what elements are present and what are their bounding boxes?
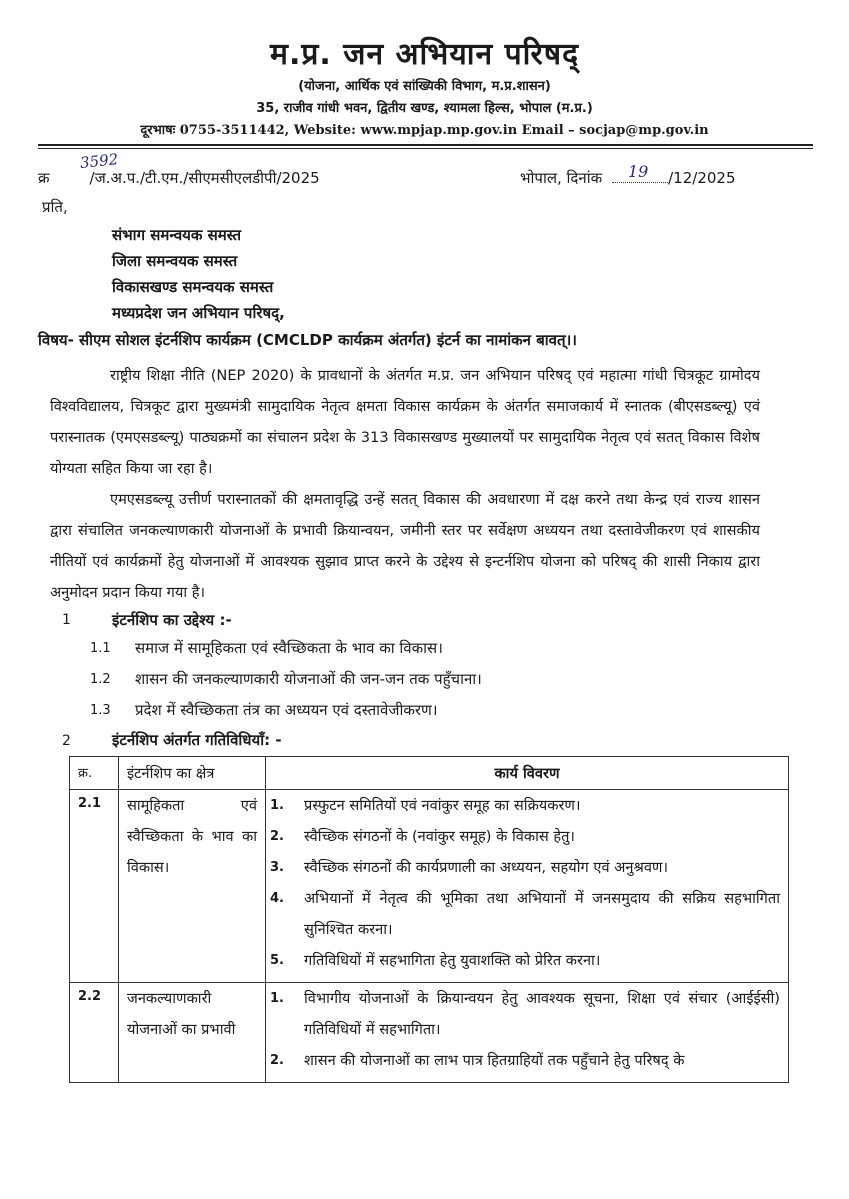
objective-number: 1.2: [90, 672, 111, 687]
section-1-heading: इंटर्नशिप का उद्देश्य :-: [112, 611, 232, 629]
row-items: [266, 983, 789, 1083]
row-area: जनकल्याणकारी योजनाओं का प्रभावी: [119, 983, 266, 1083]
recipients-label: प्रति,: [42, 198, 68, 216]
recipient-district: जिला समन्वयक समस्त: [112, 252, 238, 270]
row-number: 2.2: [70, 983, 119, 1083]
section-2-heading: इंटर्नशिप अंतर्गत गतिविधियाँ: -: [112, 731, 282, 749]
reference-prefix: क्र: [38, 169, 50, 187]
recipient-organization: मध्यप्रदेश जन अभियान परिषद्,: [112, 304, 285, 322]
list-item: 5. गतिविधियों में सहभागिता हेतु युवाशक्ति को प्रेरित करना।: [270, 952, 601, 969]
header-divider: [38, 144, 813, 146]
section-2-number: 2: [62, 733, 71, 749]
header-work-details: कार्य विवरण: [266, 757, 789, 790]
list-item: 3. स्वैच्छिक संगठनों की कार्यप्रणाली का अध्ययन, सहयोग एवं अनुश्रवण।: [270, 859, 669, 876]
body-paragraph-1: राष्ट्रीय शिक्षा नीति (NEP 2020) के प्रावधानों के अंतर्गत म.प्र. जन अभियान परिषद् एवं महात्मा गांधी चित्रकूट ग्रामोदय विश्वविद्यालय, चित्रकूट द्वारा मुख्यमंत्री सामुदायिक नेतृत्व क्षमता विकास कार्यक्रम के अंतर्गत समाजकार्य में स्नातक (बीएसडब्ल्यू) एवं परास्नातक (एमएसडब्ल्यू) पाठ्यक्रमों का संचालन प्रदेश के 313 विकासखण्ड मुख्यालयों पर सामुदायिक नेतृत्व एवं सतत् विकास विशेष योग्यता सहित किया जा रहा है।: [50, 367, 760, 477]
handwritten-reference-number: 3592: [79, 150, 120, 172]
date-suffix: /12/2025: [668, 169, 736, 187]
body-paragraph-2: एमएसडब्ल्यू उत्तीर्ण परास्नातकों की क्षमतावृद्धि उन्हें सतत् विकास की अवधारणा में दक्ष करने तथा केन्द्र एवं राज्य शासन द्वारा संचालित जनकल्याणकारी योजनाओं के प्रभावी क्रियान्वयन, जमीनी स्तर पर सर्वेक्षण अध्ययन तथा दस्तावेजीकरण एवं शासकीय नीतियों एवं कार्यक्रमों हेतु योजनाओं में आवश्यक सुझाव प्राप्त करने के उद्देश्य से इन्टर्नशिप योजना को परिषद् की शासी निकाय द्वारा अनुमोदन प्रदान किया गया है।: [50, 491, 760, 601]
objective-text: समाज में सामूहिकता एवं स्वैच्छिकता के भाव का विकास।: [135, 639, 443, 657]
subject-line: विषय- सीएम सोशल इंटर्नशिप कार्यक्रम (CMCLDP कार्यक्रम अंतर्गत) इंटर्न का नामांकन बावत्।।: [38, 331, 577, 349]
contact-line: दूरभाषः 0755-3511442, Website: www.mpjap.mp.gov.in Email – socjap@mp.gov.in: [140, 123, 709, 138]
objective-text: प्रदेश में स्वैच्छिकता तंत्र का अध्ययन एवं दस्तावेजीकरण।: [135, 701, 438, 719]
recipient-block: विकासखण्ड समन्वयक समस्त: [112, 278, 274, 296]
row-number: 2.1: [70, 790, 119, 983]
department-line: (योजना, आर्थिक एवं सांख्यिकी विभाग, म.प्र.शासन): [298, 79, 551, 94]
list-item: 4. अभियानों में नेतृत्व की भूमिका तथा अभियानों में जनसमुदाय की सक्रिय सहभागिता सुनिश्चित करना।: [270, 890, 780, 938]
organization-title: म.प्र. जन अभियान परिषद्: [270, 37, 579, 72]
header-serial: क्र.: [70, 757, 119, 790]
list-item: 1. प्रस्फुटन समितियों एवं नवांकुर समूह का सक्रियकरण।: [270, 797, 581, 814]
objective-number: 1.1: [90, 641, 111, 656]
address-line: 35, राजीव गांधी भवन, द्वितीय खण्ड, श्यामला हिल्स, भोपाल (म.प्र.): [256, 101, 593, 116]
place-date-label: भोपाल, दिनांक: [520, 169, 603, 187]
table-row: [70, 983, 789, 1083]
recipient-divisional: संभाग समन्वयक समस्त: [112, 226, 242, 244]
activities-table: [69, 756, 789, 1083]
row-items: [266, 790, 789, 983]
objective-number: 1.3: [90, 703, 111, 718]
list-item: 2. स्वैच्छिक संगठनों के (नवांकुर समूह) के विकास हेतु।: [270, 828, 575, 845]
table-row: [70, 790, 789, 983]
list-item: 2. शासन की योजनाओं का लाभ पात्र हितग्राहियों तक पहुँचाने हेतु परिषद् के: [270, 1052, 685, 1069]
row-area: सामूहिकता एवं स्वैच्छिकता के भाव का विकास।: [119, 790, 266, 983]
header-area: इंटर्नशिप का क्षेत्र: [119, 757, 266, 790]
reference-code: /ज.अ.प./टी.एम./सीएमसीएलडीपी/2025: [89, 169, 320, 187]
section-1-number: 1: [62, 612, 71, 628]
handwritten-date-day: 19: [628, 162, 649, 181]
table-header-row: [70, 757, 789, 790]
header-divider-thin: [38, 148, 813, 149]
objective-text: शासन की जनकल्याणकारी योजनाओं की जन-जन तक पहुँचाना।: [135, 670, 482, 688]
list-item: 1. विभागीय योजनाओं के क्रियान्वयन हेतु आवश्यक सूचना, शिक्षा एवं संचार (आईईसी) गतिविधियों में सहभागिता।: [270, 990, 780, 1038]
